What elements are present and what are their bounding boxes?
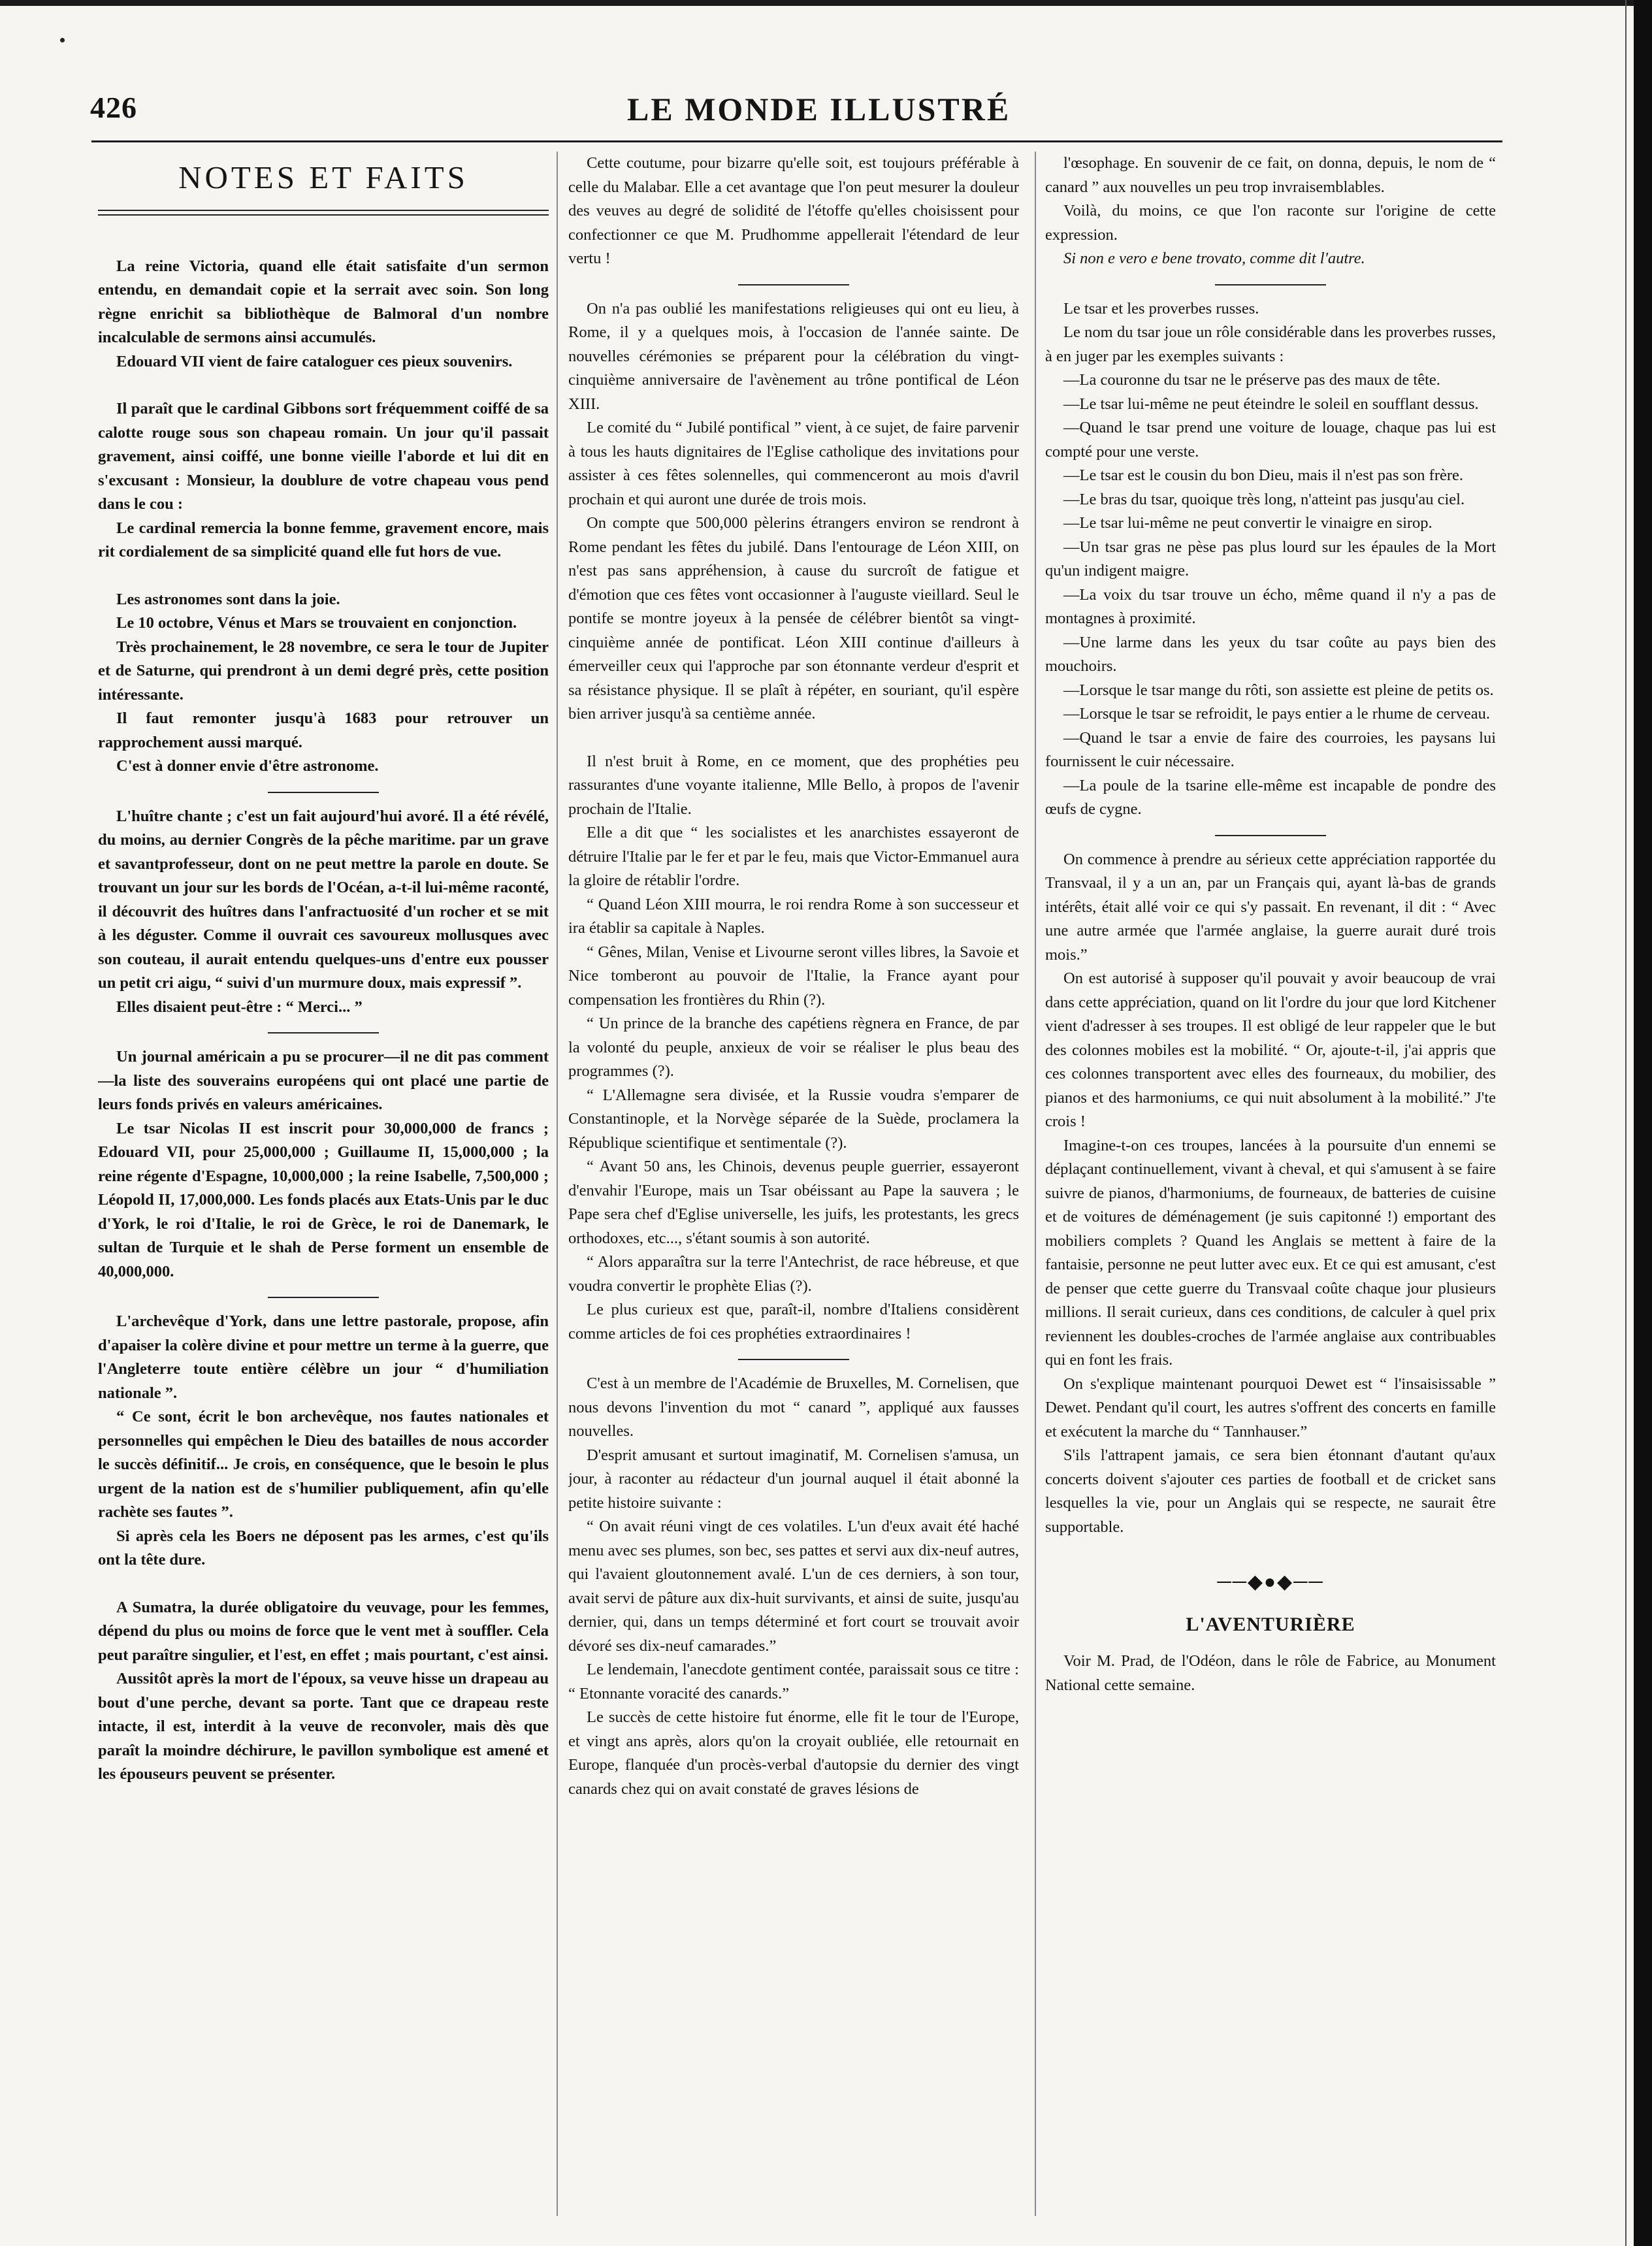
- proverb: —Lorsque le tsar se refroidit, le pays entier a le rhume de cerveau.: [1063, 705, 1491, 723]
- paragraph: L'huître chante ; c'est un fait aujourd'hui avoré. Il a été révélé, du moins, au dernier Congrès de la pêche maritime. par un grave et savantprofesseur, dont on ne peut mettre la parole en doute. Se trouvant un jour sur les bords de l'Océan, a-t-il lui-même raconté, il découvrit des huîtres dans l'anfractuosité d'un rocher et se mit à les déguster. Comme il ouvrait ces savoureux mollusques avec son couteau, il aurait entendu quelques-uns d'entre eux pousser un petit cri aigu, “ suivi d'un murmure doux, mais expressif ”.: [98, 807, 549, 992]
- paragraph: Si non e vero e bene trovato, comme dit l'autre.: [1063, 250, 1365, 267]
- proverb: —La voix du tsar trouve un écho, même quand il n'y a pas de montagnes à proximité.: [1045, 585, 1496, 627]
- paragraph: Le comité du “ Jubilé pontifical ” vient, à ce sujet, de faire parvenir à tous les hauts dignitaires de l'Eglise catholique des invitations pour assister à ces fêtes solennelles, qui commenceront au mois d'avril prochain et qui auront une durée de trois mois.: [568, 419, 1019, 508]
- paragraph: “ Quand Léon XIII mourra, le roi rendra Rome à son successeur et ira établir sa capitale à Naples.: [568, 895, 1019, 937]
- separator: [268, 1297, 379, 1298]
- paragraph: On compte que 500,000 pèlerins étrangers environ se rendront à Rome pendant les fêtes du jubilé. Dans l'entourage de Léon XIII, on n'est pas sans appréhension, à cause du surcroît de fatigue et d'émotion que ces fêtes vont occasionner à l'auguste vieillard. Seul le pontife se montre joyeux à la pensée de célébrer bientôt sa vingt-cinquième année de pontificat. Léon XIII continue d'ailleurs à émerveiller ceux qui l'approche par son étonnante verdeur d'esprit et sa résistance physique. Il se plaît à répéter, en souriant, qu'il espère bien arriver jusqu'à sa centième année.: [568, 514, 1019, 723]
- proverb: —Quand le tsar a envie de faire des courroies, les paysans lui fournissent le cuir nécessaire.: [1045, 728, 1496, 770]
- proverb: —Le bras du tsar, quoique très long, n'atteint pas jusqu'au ciel.: [1063, 490, 1465, 508]
- paragraph: D'esprit amusant et surtout imaginatif, M. Cornelisen s'amusa, un jour, à raconter au rédacteur d'un journal auquel il était abonné la petite histoire suivante :: [568, 1446, 1019, 1512]
- paragraph: l'œsophage. En souvenir de ce fait, on donna, depuis, le nom de “ canard ” aux nouvelles un peu trop invraisemblables.: [1045, 154, 1496, 196]
- paragraph: Il faut remonter jusqu'à 1683 pour retrouver un rapprochement aussi marqué.: [98, 709, 549, 751]
- separator: [738, 1359, 849, 1360]
- paragraph: Le lendemain, l'anecdote gentiment contée, paraissait sous ce titre : “ Etonnante voracité des canards.”: [568, 1661, 1019, 1702]
- paragraph: “ Alors apparaîtra sur la terre l'Antechrist, de race hébreuse, et que voudra convertir le prophète Elias (?).: [568, 1253, 1019, 1295]
- column-rule: [1035, 152, 1036, 2216]
- column-2: [568, 152, 1019, 2229]
- proverb: —La poule de la tsarine elle-même est incapable de pondre des œufs de cygne.: [1045, 776, 1496, 818]
- paragraph: On est autorisé à supposer qu'il pouvait y avoir beaucoup de vrai dans cette appréciation, quand on lit l'ordre du jour que lord Kitchener vient d'adresser à ses troupes. Il est obligé de leur rappeler que le but des colonnes mobiles est la mobilité. “ Or, ajoute-t-il, j'ai appris que ces colonnes transportent avec elles des fourneaux, du mobilier, des pianos et des harmoniums, ce qui nuit absolument à la mobilité.” J'te crois !: [1045, 969, 1496, 1130]
- paragraph: On s'explique maintenant pourquoi Dewet est “ l'insaisissable ” Dewet. Pendant qu'il court, les autres s'offrent des concerts en famille et exécutent la marche du “ Tannhauser.”: [1045, 1375, 1496, 1440]
- paragraph: Si après cela les Boers ne déposent pas les armes, c'est qu'ils ont la tête dure.: [98, 1527, 549, 1569]
- proverb: —Le tsar est le cousin du bon Dieu, mais il n'est pas son frère.: [1063, 466, 1464, 484]
- paragraph: Le tsar Nicolas II est inscrit pour 30,000,000 de francs ; Edouard VII, pour 25,000,000 ; Guillaume II, 15,000,000 ; la reine régente d'Espagne, 10,000,000 ; la reine Isabelle, 7,500,000 ; Léopold II, 17,000,000. Les fonds placés aux Etats-Unis par le duc d'York, le roi d'Italie, le roi de Grèce, le roi de Danemark, le sultan de Turquie et le shah de Perse forment un ensemble de 40,000,000.: [98, 1119, 549, 1280]
- paragraph: Imagine-t-on ces troupes, lancées à la poursuite d'un ennemi se déplaçant continuellement, vivant à cheval, et qui s'amusent à se faire suivre de pianos, d'harmoniums, de fourneaux, de batteries de cuisine et de voitures de déménagement (je suis capitonné !) emportant des mobiliers complets ? Quand les Anglais se mettent à faire de la fantaisie, personne ne peut lutter avec eux. Et ce qui est amusant, c'est de penser que cette guerre du Transvaal coûte chaque jour plusieurs millions. Il serait curieux, dans ces conditions, de calculer à quel prix reviennent les doubles-croches de l'armée anglaise aux contribuables qui en font les frais.: [1045, 1136, 1496, 1369]
- paragraph: “ On avait réuni vingt de ces volatiles. L'un d'eux avait été haché menu avec ses plumes, son bec, ses pattes et servi aux dix-neuf autres, qui l'avaient gloutonnement avalé. L'un de ces derniers, à son tour, avait servi de pâture aux dix-huit survivants, et ainsi de suite, jusqu'au dernier, qui, dans un temps déterminé et fort court se trouvait avoir dévoré ses dix-neuf camarades.”: [568, 1518, 1019, 1655]
- paragraph: “ Avant 50 ans, les Chinois, devenus peuple guerrier, essayeront d'envahir l'Europe, mais un Tsar obéissant au Pape la sauvera ; le Pape sera chef d'Eglise universelle, les juifs, les protestants, les grecs orthodoxes, etc..., s'étant soumis à son autorité.: [568, 1158, 1019, 1247]
- article-title: L'AVENTURIÈRE: [1186, 1613, 1355, 1635]
- column-1: [98, 152, 549, 2229]
- section-title: NOTES ET FAITS: [178, 159, 468, 195]
- paragraph: Le cardinal remercia la bonne femme, gravement encore, mais rit cordialement de sa simplicité quand elle fut hors de vue.: [98, 519, 549, 561]
- paragraph: Il paraît que le cardinal Gibbons sort fréquemment coiffé de sa calotte rouge sous son chapeau romain. Un jour qu'il passait gravement, ainsi coiffé, une bonne vieille l'aborde et lui dit en s'excusant : Monsieur, la doublure de votre chapeau vous pend dans le cou :: [98, 400, 549, 513]
- paragraph: C'est à un membre de l'Académie de Bruxelles, M. Cornelisen, que nous devons l'invention du mot “ canard ”, appliqué aux fausses nouvelles.: [568, 1375, 1019, 1440]
- paragraph: S'ils l'attrapent jamais, ce sera bien étonnant d'autant qu'aux concerts doivent s'ajouter ces parties de football et de cricket sans lesquelles la vie, pour un Anglais qui se respecte, ne saurait être supportable.: [1045, 1446, 1496, 1536]
- paragraph: Le tsar et les proverbes russes.: [1063, 299, 1259, 317]
- proverb: —Le tsar lui-même ne peut convertir le vinaigre en sirop.: [1063, 514, 1433, 532]
- running-head: LE MONDE ILLUSTRÉ: [627, 91, 1011, 127]
- scan-border: [1634, 0, 1652, 2246]
- paragraph: Cette coutume, pour bizarre qu'elle soit, est toujours préférable à celle du Malabar. Elle a cet avantage que l'on peut mesurer la douleur des veuves au degré de solidité de l'étoffe qu'elles choisissent pour confectionner ce que M. Prudhomme appellerait l'étendard de leur vertu !: [568, 154, 1019, 267]
- paragraph: Il n'est bruit à Rome, en ce moment, que des prophéties peu rassurantes d'une voyante italienne, Mlle Bello, à propos de l'avenir prochain de l'Italie.: [568, 752, 1019, 818]
- ornament: ──◆●◆──: [1217, 1571, 1324, 1593]
- proverb: —La couronne du tsar ne le préserve pas des maux de tête.: [1063, 371, 1440, 389]
- paragraph: L'archevêque d'York, dans une lettre pastorale, propose, afin d'apaiser la colère divine et pour mettre un terme à la guerre, que l'Angleterre toute entière célèbre un jour “ d'humiliation nationale ”.: [98, 1312, 549, 1402]
- paragraph: Un journal américain a pu se procurer—il ne dit pas comment—la liste des souverains européens qui ont placé une partie de leurs fonds privés en valeurs américaines.: [98, 1048, 549, 1113]
- separator: [268, 1032, 379, 1033]
- paragraph: Elle a dit que “ les socialistes et les anarchistes essayeront de détruire l'Italie par le fer et par le feu, mais que Victor-Emmanuel aura la gloire de rétablir l'ordre.: [568, 824, 1019, 889]
- paragraph: On commence à prendre au sérieux cette appréciation rapportée du Transvaal, il y a un an, par un Français qui, ayant là-bas de grands intérêts, était allé voir ce qui s'y passait. En revenant, il dit : “ Avec une autre armée que l'armée anglaise, la guerre aurait duré trois mois.”: [1045, 850, 1496, 964]
- paragraph: Très prochainement, le 28 novembre, ce sera le tour de Jupiter et de Saturne, qui prendront à un demi degré près, cette position intéressante.: [98, 638, 549, 704]
- paragraph: Le 10 octobre, Vénus et Mars se trouvaient en conjonction.: [116, 614, 517, 632]
- paragraph: Voilà, du moins, ce que l'on raconte sur l'origine de cette expression.: [1045, 202, 1496, 244]
- page-edge-line: [1625, 0, 1627, 2246]
- paragraph: Le nom du tsar joue un rôle considérable dans les proverbes russes, à en juger par les exemples suivants :: [1045, 323, 1496, 365]
- paragraph: Elles disaient peut-être : “ Merci... ”: [116, 998, 363, 1016]
- paragraph: Le succès de cette histoire fut énorme, elle fit le tour de l'Europe, et vingt ans après, alors qu'on la croyait oubliée, elle retournait en Europe, flanquée d'un procès-verbal d'autopsie du dernier des vingt canards chez qui on avait constaté de graves lésions de: [568, 1708, 1019, 1798]
- proverb: —Le tsar lui-même ne peut éteindre le soleil en soufflant dessus.: [1063, 395, 1479, 413]
- paragraph: Le plus curieux est que, paraît-il, nombre d'Italiens considèrent comme articles de foi ces prophéties extraordinaires !: [568, 1301, 1019, 1343]
- page-number: 426: [90, 91, 137, 124]
- separator: [1215, 835, 1326, 836]
- top-rule: [0, 0, 1652, 6]
- proverb: —Un tsar gras ne pèse pas plus lourd sur les épaules de la Mort qu'un indigent maigre.: [1045, 538, 1496, 579]
- separator: [1215, 284, 1326, 285]
- paragraph: “ L'Allemagne sera divisée, et la Russie voudra s'emparer de Constantinople, et la Norvège séparée de la Suède, proclamera la République scientifique et sentimentale (?).: [568, 1086, 1019, 1152]
- separator: [738, 284, 849, 285]
- separator: [268, 792, 379, 793]
- paragraph: On n'a pas oublié les manifestations religieuses qui ont eu lieu, à Rome, il y a quelques mois, à l'occasion de l'année sainte. De nouvelles cérémonies se préparent pour la célébration du vingt-cinquième anniversaire de l'avènement au trône pontifical de Léon XIII.: [568, 299, 1019, 413]
- proverb: —Quand le tsar prend une voiture de louage, chaque pas lui est compté pour une verste.: [1045, 419, 1496, 461]
- proverb: —Lorsque le tsar mange du rôti, son assiette est pleine de petits os.: [1063, 681, 1494, 699]
- paragraph: Les astronomes sont dans la joie.: [116, 590, 340, 608]
- paragraph: C'est à donner envie d'être astronome.: [116, 757, 379, 775]
- header-rule: [91, 140, 1502, 142]
- paragraph: Edouard VII vient de faire cataloguer ces pieux souvenirs.: [116, 352, 513, 370]
- paragraph: “ Ce sont, écrit le bon archevêque, nos fautes nationales et personnelles qui empêchen le Dieu des batailles de nous accorder le succès définitif... Je crois, en conséquence, que le besoin le plus urgent de la nation est de s'humilier publiquement, afin qu'elle rachète ses fautes ”.: [98, 1408, 549, 1521]
- paragraph: Voir M. Prad, de l'Odéon, dans le rôle de Fabrice, au Monument National cette semaine.: [1045, 1652, 1496, 1694]
- column-3: [1045, 152, 1496, 2229]
- paragraph: A Sumatra, la durée obligatoire du veuvage, pour les femmes, dépend du plus ou moins de force que le vent met à souffler. Cela peut paraître singulier, et l'est, en effet ; mais pourtant, c'est ainsi.: [98, 1598, 549, 1664]
- paragraph: “ Gênes, Milan, Venise et Livourne seront villes libres, la Savoie et Nice tomberont au pouvoir de l'Italie, la France ayant pour compensation les frontières du Rhin (?).: [568, 943, 1019, 1009]
- proverb: —Une larme dans les yeux du tsar coûte au pays bien des mouchoirs.: [1045, 633, 1496, 675]
- title-rule: [98, 210, 549, 216]
- paragraph: La reine Victoria, quand elle était satisfaite d'un sermon entendu, en demandait copie et la serrait avec soin. Son long règne enrichit sa bibliothèque de Balmoral d'un nombre incalculable de sermons ainsi accumulés.: [98, 257, 549, 346]
- column-rule: [557, 152, 558, 2216]
- ink-dot: [60, 38, 65, 42]
- paragraph: Aussitôt après la mort de l'époux, sa veuve hisse un drapeau au bout d'une perche, devant sa porte. Tant que ce drapeau reste intacte, il est, interdit à la veuve de reconvoler, mais dès que paraît la moindre déchirure, le pavillon symbolique est amené et les épouseurs peuvent se présenter.: [98, 1670, 549, 1783]
- paragraph: “ Un prince de la branche des capétiens règnera en France, de par la volonté du peuple, anxieux de voir se réaliser le plus beau des programmes (?).: [568, 1015, 1019, 1080]
